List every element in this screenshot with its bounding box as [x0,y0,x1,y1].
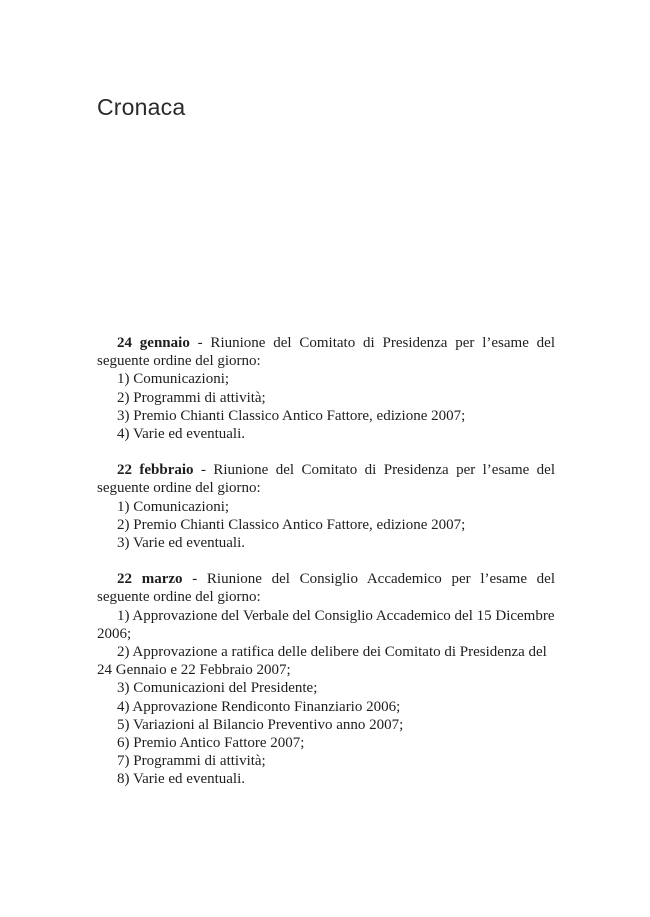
agenda-item: 1) Comunicazioni; [117,498,230,515]
agenda-item: 2) Premio Chianti Classico Antico Fattore, edizione 2007; [117,516,466,533]
agenda-item: 5) Variazioni al Bilancio Preventivo anno 2007; [117,716,404,733]
chronicle-entry [97,570,555,788]
agenda-item: 7) Programmi di attività; [117,753,266,770]
agenda-item: 4) Varie ed eventuali. [117,426,246,443]
chronicle-entries [97,334,555,789]
agenda-item: 1) Comunicazioni; [117,371,230,388]
agenda-item: 3) Premio Chianti Classico Antico Fattore, edizione 2007; [117,407,466,424]
agenda-list [97,370,555,443]
page-title: Cronaca [97,94,186,120]
entry-date: 22 marzo [117,571,183,588]
chronicle-entry [97,334,555,443]
agenda-item: 3) Varie ed eventuali. [117,535,246,552]
entry-heading [97,570,555,606]
agenda-item: 3) Comunicazioni del Presidente; [117,680,318,697]
entry-date: 24 gennaio [117,335,190,351]
entry-date: 22 febbraio [117,462,194,479]
agenda-list [97,607,555,789]
entry-heading [97,461,555,497]
agenda-item: 1) Approvazione del Verbale del Consiglio Accademico del 15 Dicembre 2006; [97,607,555,642]
agenda-item: 8) Varie ed eventuali. [117,771,246,788]
entry-description: - Riunione del Consiglio Accademico per l’esame del seguente ordine del giorno: [97,571,555,606]
entry-heading [97,334,555,370]
agenda-item: 6) Premio Antico Fattore 2007; [117,735,305,752]
agenda-list [97,498,555,553]
entry-description: - Riunione del Comitato di Presidenza per l’esame del seguente ordine del giorno: [97,335,555,370]
agenda-item: 2) Programmi di attività; [117,389,266,406]
chronicle-entry [97,461,555,552]
agenda-item: 2) Approvazione a ratifica delle delibere dei Comitato di Presidenza del 24 Gennaio e 22 Febbraio 2007; [97,644,547,679]
agenda-item: 4) Approvazione Rendiconto Finanziario 2006; [117,698,401,715]
entry-description: - Riunione del Comitato di Presidenza per l’esame del seguente ordine del giorno: [97,462,555,497]
